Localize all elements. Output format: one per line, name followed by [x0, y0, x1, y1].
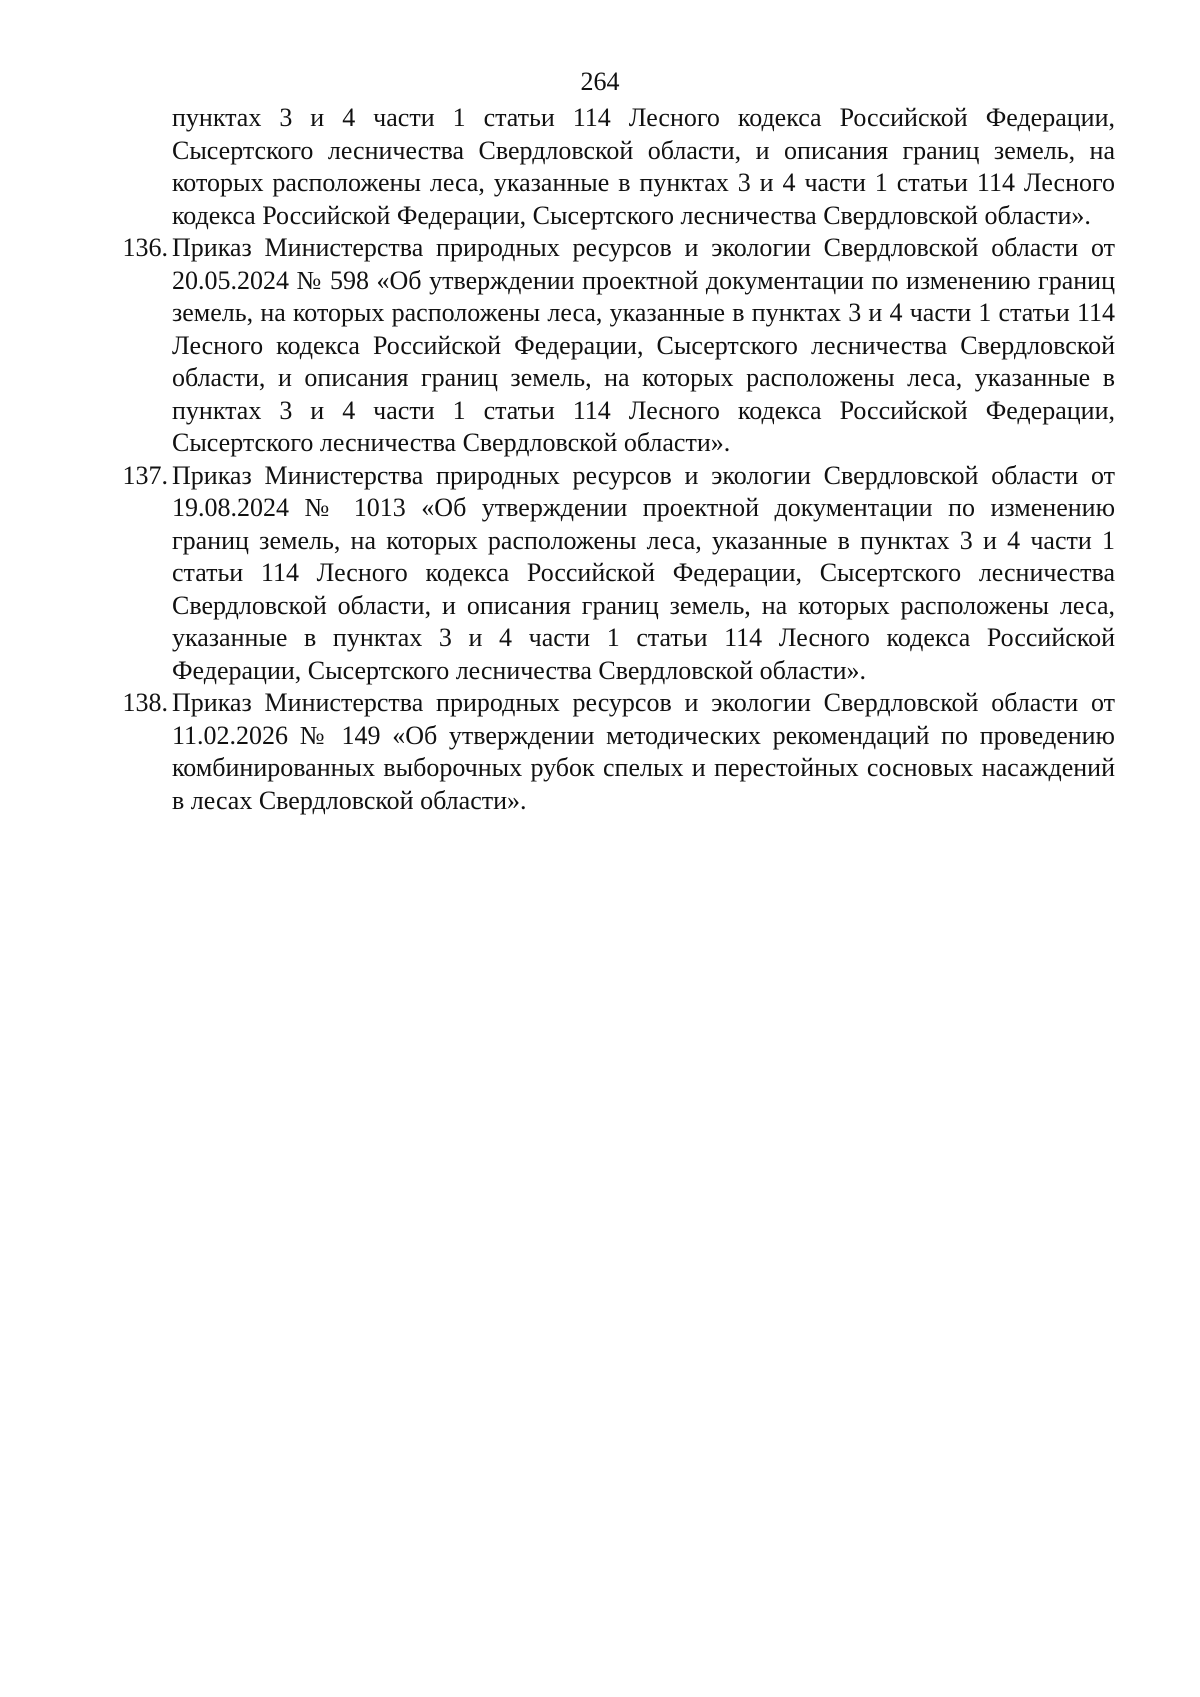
list-item-text: Приказ Министерства природных ресурсов и экологии Свердловской области от 19.08.2024 № 1013 «Об утверждении проектной документации по изменению границ земель, на которых расположены леса, указанные в пунктах 3 и 4 части 1 статьи 114 Лесного кодекса Российской Федерации, Сысертского лесничества Свердловской области, и описания границ земель, на которых расположены леса, указанные в пунктах 3 и 4 части 1 статьи 114 Лесного кодекса Российской Федерации, Сысертского лесничества Свердловской области».	[172, 460, 1115, 685]
list-item-number: 136.	[122, 233, 168, 262]
list-item-number: 138.	[122, 688, 168, 717]
continuation-item	[172, 102, 1115, 232]
continuation-text: пунктах 3 и 4 части 1 статьи 114 Лесного кодекса Российской Федерации, Сысертского лесничества Свердловской области, и описания границ земель, на которых расположены леса, указанные в пунктах 3 и 4 части 1 статьи 114 Лесного кодекса Российской Федерации, Сысертского лесничества Свердловской области».	[172, 103, 1115, 230]
list-item-number: 137.	[122, 460, 168, 490]
page-number: 264	[580, 67, 620, 96]
document-body	[122, 102, 1115, 817]
list-item-138	[122, 687, 1115, 817]
list-item-text: Приказ Министерства природных ресурсов и экологии Свердловской области от 20.05.2024 № 598 «Об утверждении проектной документации по изменению границ земель, на которых расположены леса, указанные в пунктах 3 и 4 части 1 статьи 114 Лесного кодекса Российской Федерации, Сысертского лесничества Свердловской области, и описания границ земель, на которых расположены леса, указанные в пунктах 3 и 4 части 1 статьи 114 Лесного кодекса Российской Федерации, Сысертского лесничества Свердловской области».	[172, 233, 1115, 457]
list-item-136	[122, 232, 1115, 460]
list-item-text: Приказ Министерства природных ресурсов и экологии Свердловской области от 11.02.2026 № 149 «Об утверждении методических рекомендаций по проведению комбинированных выборочных рубок спелых и перестойных сосновых насаждений в лесах Свердловской области».	[172, 688, 1115, 815]
list-item-137	[122, 460, 1115, 688]
